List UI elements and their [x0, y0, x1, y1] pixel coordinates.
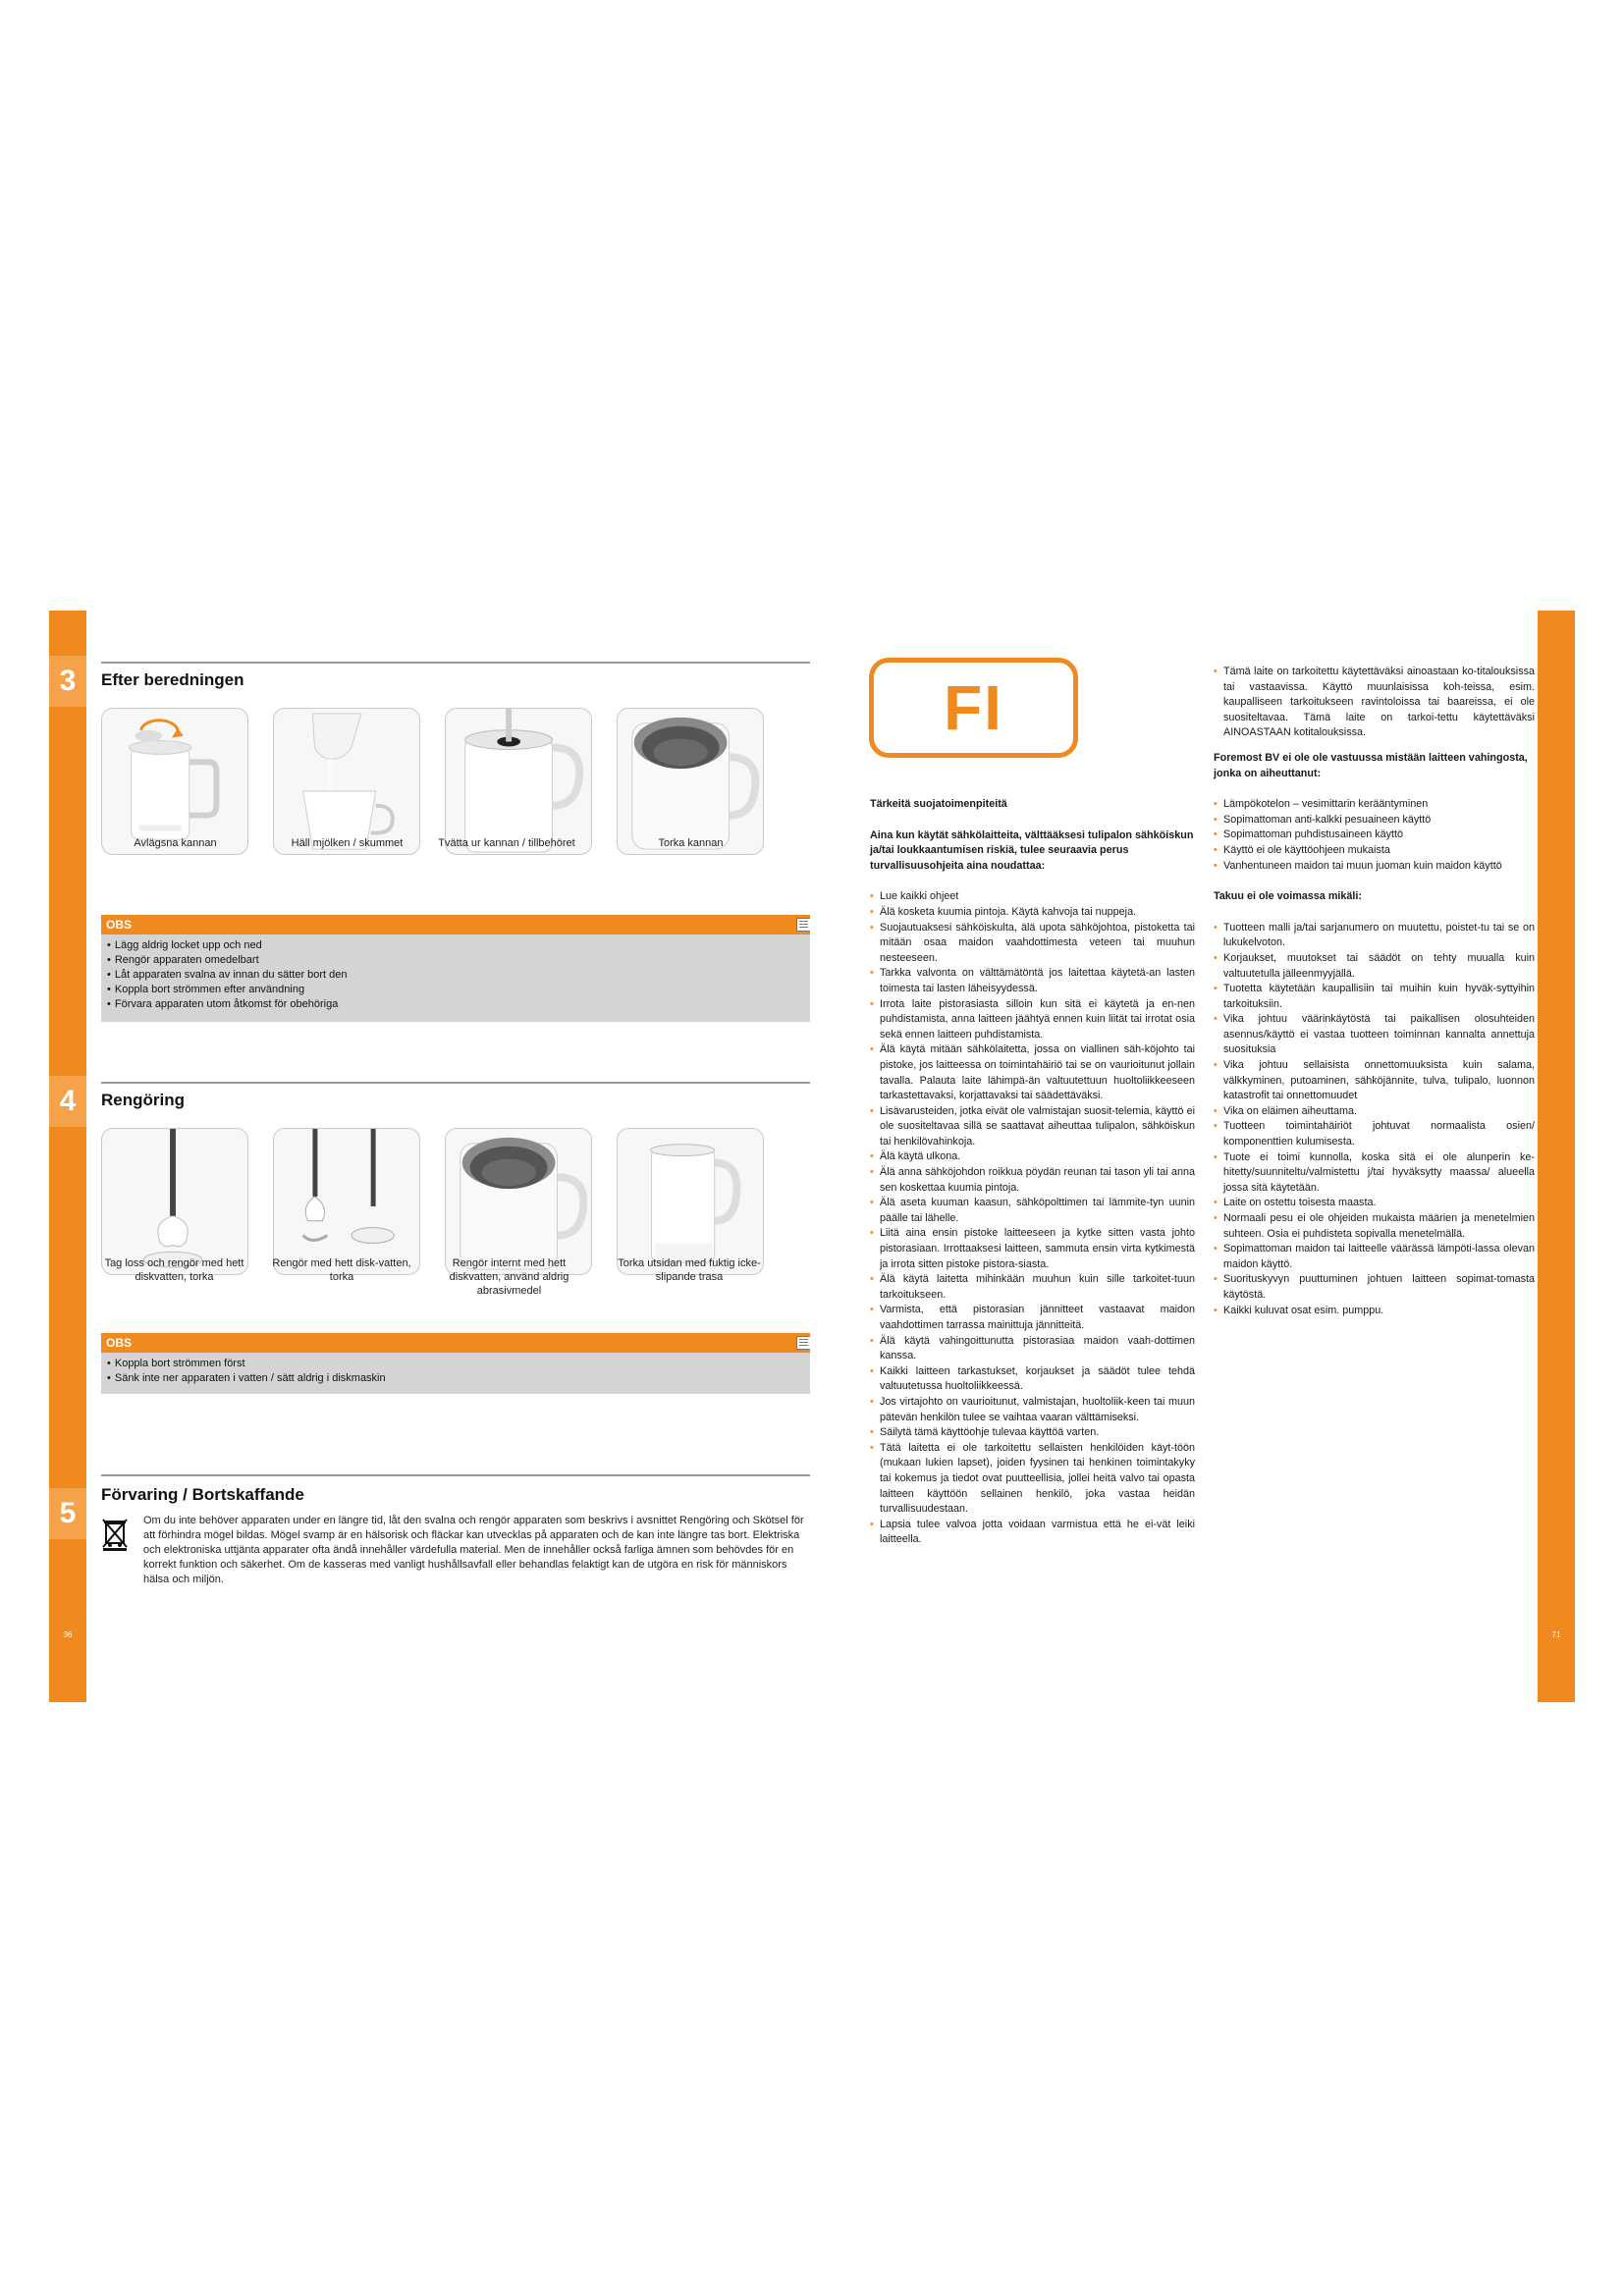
obs-header — [101, 1333, 815, 1353]
safety-item: • Älä käytä ulkona. — [870, 1149, 1195, 1165]
pour-milk-image — [273, 708, 420, 855]
section-title: Efter beredningen — [101, 670, 244, 689]
safety-item: • Älä anna sähköjohdon roikkua pöydän reunan tai tason yli tai anna sen koskettaa kuumia pintoja. — [870, 1165, 1195, 1196]
obs-item: • Låt apparaten svalna av innan du sätter bort den — [107, 968, 809, 983]
right-page — [810, 611, 1575, 1702]
safety-intro: Aina kun käytät sähkölaitteita, välttääksesi tulipalon sähköiskun ja/tai loukkaantumisen riskiä, tulee seuraavia perus turvallisuusohjeita aina noudattaa: — [870, 828, 1194, 872]
obs-box — [101, 915, 815, 1022]
household-item: • Tämä laite on tarkoitettu käytettäväksi ainoastaan ko-titalouksissa tai vastaavissa. Käyttö muunlaisissa koh-teissa, esim. kaupalliseen tarkoitukseen ravintoloissa tai baareissa, ei ole suositeltavaa. Tämä laite on tarkoi-tettu käytettäväksi AINOASTAAN kotitalouksissa. — [1214, 665, 1535, 741]
whisk-parts-image — [273, 1128, 420, 1275]
obs-list — [101, 1353, 815, 1392]
warranty-item: • Tuote ei toimi kunnolla, koska sitä ei ole alunperin ke-hitetty/suunniteltu/valmistettu j/tai hyväksytty maassa/ alueella jossa sitä käytetään. — [1214, 1150, 1535, 1197]
left-page — [49, 611, 810, 1702]
section-number-5: 5 — [59, 1497, 77, 1529]
safety-item: • Älä kosketa kuumia pintoja. Käytä kahvoja tai nuppeja. — [870, 905, 1195, 921]
right-side-bar — [1538, 611, 1575, 1702]
obs-item: • Lägg aldrig locket upp och ned — [107, 938, 809, 953]
obs-header — [101, 915, 815, 934]
obs-box — [101, 1333, 815, 1394]
section-number-3: 3 — [59, 665, 77, 697]
warranty-item: • Vika on eläimen aiheuttama. — [1214, 1104, 1535, 1120]
caption: Rengör med hett disk-vatten, torka — [272, 1257, 411, 1283]
safety-item: • Tarkka valvonta on välttämätöntä jos laitettaa käytetä-an lasten toimesta tai lasten läheisyydessä. — [870, 966, 1195, 996]
obs-item: • Koppla bort strömmen först — [107, 1357, 809, 1371]
obs-item: • Koppla bort strömmen efter användning — [107, 983, 809, 997]
warranty-list — [1214, 921, 1535, 1318]
section-cleaning — [101, 1082, 815, 1474]
safety-item: • Säilytä tämä käyttöohje tulevaa käyttöä varten. — [870, 1425, 1195, 1441]
responsibility-item: • Vanhentuneen maidon tai muun juoman kuin maidon käyttö — [1214, 859, 1535, 875]
safety-item: • Tätä laitetta ei ole tarkoitettu sellaisten henkilöiden käyt-töön (mukaan lukien lapset), joiden fyysinen tai henkinen toimintakyky tai kokemus ja tiedot ovat puutteellisia, jollei heitä valvo tai opasta laitteen käyttöön sellainen henkilö, joka vastaa heidän turvallisuudestaan. — [870, 1441, 1195, 1518]
warranty-item: • Korjaukset, muutokset tai säädöt on tehty muualla kuin valtuutetulla jälleenmyyjällä. — [1214, 951, 1535, 982]
warranty-item: • Laite on ostettu toisesta maasta. — [1214, 1196, 1535, 1211]
note-icon — [796, 918, 811, 932]
language-badge — [869, 658, 1078, 758]
responsibility-item: • Sopimattoman anti-kalkki pesuaineen käyttö — [1214, 813, 1535, 828]
jug-exterior-image — [617, 1128, 764, 1275]
warranty-item: • Suorituskyvyn puuttuminen johtuen laitteen sopimat-tomasta käytöstä. — [1214, 1272, 1535, 1303]
safety-column-1 — [870, 797, 1195, 1548]
responsibility-item: • Lämpökotelon – vesimittarin kerääntyminen — [1214, 797, 1535, 813]
language-code: FI — [944, 672, 1003, 743]
obs-item: • Sänk inte ner apparaten i vatten / sätt aldrig i diskmaskin — [107, 1371, 809, 1386]
household-list — [1214, 665, 1535, 741]
responsibility-heading: Foremost BV ei ole ole vastuussa mistään laitteen vahingosta, jonka on aiheuttanut: — [1214, 751, 1528, 779]
section-title: Förvaring / Bortskaffande — [101, 1485, 304, 1504]
obs-label: OBS — [106, 918, 133, 932]
responsibility-item: • Sopimattoman puhdistusaineen käyttö — [1214, 828, 1535, 843]
safety-item: • Älä käytä laitetta mihinkään muuhun kuin sille tarkoitet-tuun tarkoitukseen. — [870, 1272, 1195, 1303]
warranty-heading: Takuu ei ole voimassa mikäli: — [1214, 890, 1363, 903]
caption: Torka kannan — [658, 837, 724, 849]
safety-item: • Älä käytä mitään sähkölaitetta, jossa on viallinen säh-köjohto tai pistoke, jos laitteessa on toimintahäiriö tai se on vaurioitunut jollain tavalla. Palauta laite lähimpä-än valtuutettuun huoltoliikkeeseen tarkastettavaksi, korjattavaksi tai säädettäväksi. — [870, 1042, 1195, 1103]
obs-label: OBS — [106, 1336, 133, 1350]
section-title: Rengöring — [101, 1091, 185, 1109]
safety-item: • Lapsia tulee valvoa jotta voidaan varmistua että he ei-vät leiki laitteella. — [870, 1518, 1195, 1548]
caption: Avlägsna kannan — [134, 837, 217, 849]
jug-interior-image — [445, 1128, 592, 1275]
warranty-item: • Vika johtuu väärinkäytöstä tai paikallisen olosuhteiden asennus/käyttö ei vastaa tuotteen toiminnan kannalta annettuja suosituksia — [1214, 1012, 1535, 1058]
page-number-right: 71 — [1551, 1630, 1561, 1639]
safety-item: • Suojautuaksesi sähköiskulta, älä upota sähköjohtoa, pistoketta tai mitään osaa maidon vaahdottimesta veteen tai muuhun nesteeseen. — [870, 921, 1195, 967]
safety-item: • Varmista, että pistorasian jännitteet vastaavat maidon vaahdottimen tarrassa mainittuja jännitteitä. — [870, 1303, 1195, 1333]
safety-column-2 — [1214, 665, 1535, 1318]
warranty-item: • Tuotteen malli ja/tai sarjanumero on muutettu, poistet-tu tai se on lukukelvoton. — [1214, 921, 1535, 951]
warranty-item: • Tuotetta käytetään kaupallisiin tai muihin kuin hyväk-syttyihin tarkoituksiin. — [1214, 982, 1535, 1012]
note-icon — [796, 1336, 811, 1350]
remove-jug-image — [101, 708, 248, 855]
obs-list — [101, 934, 815, 1018]
safety-item: • Älä aseta kuuman kaasun, sähköpolttimen tai lämmite-tyn uunin päälle tai lähelle. — [870, 1196, 1195, 1226]
obs-item: • Förvara apparaten utom åtkomst för obehöriga — [107, 997, 809, 1012]
weee-bin-icon — [101, 1518, 129, 1551]
disposal-text: Om du inte behöver apparaten under en längre tid, låt den svalna och rengör apparaten som beskrivs i avsnittet Rengöring och Skötsel för att förhindra mögel bildas. Mögel svamp är en hälsorisk och fläckar kan utvecklas på apparaten och de kan inte längre tas bort. Elektriska och elektroniska uttjänta apparater ofta ändå innehåller värdefulla material. Men de innehåller också farliga ämnen som behövdes för en korrekt funktion och säkerhet. Om de kasseras med vanligt hushållsavfall eller behandlas felaktigt kan de utgöra en risk för människors hälsa och miljön. — [143, 1515, 804, 1585]
page-number-left: 36 — [63, 1630, 73, 1639]
warranty-item: • Normaali pesu ei ole ohjeiden mukaista määrien ja menetelmien suhteen. Osia ei puhdisteta sopivalla menetelmällä. — [1214, 1211, 1535, 1242]
caption-row — [101, 1256, 815, 1304]
safety-heading: Tärkeitä suojatoimenpiteitä — [870, 798, 1007, 810]
section-storage-disposal — [101, 1474, 815, 1612]
safety-item: • Lisävarusteiden, jotka eivät ole valmistajan suosit-telemia, käyttö ei ole suositeltavaa sillä se saattavat aiheuttaa tulipalon, sähköiskun tai henkilövahinkoja. — [870, 1104, 1195, 1150]
safety-item: • Liitä aina ensin pistoke laitteeseen ja kytke sitten vasta johto pistorasiaan. Irrottaaksesi laitteen, sammuta ensin virta kytkimestä ja irrota sitten pistoke pistora-siasta. — [870, 1226, 1195, 1272]
safety-item: • Kaikki laitteen tarkastukset, korjaukset ja säädöt tulee tehdä valtuutetussa huoltoliikkeessä. — [870, 1364, 1195, 1395]
safety-list — [870, 889, 1195, 1548]
warranty-item: • Sopimattoman maidon tai laitteelle väärässä lämpöti-lassa olevan maidon käyttö. — [1214, 1242, 1535, 1272]
caption-row — [101, 836, 815, 883]
responsibility-item: • Käyttö ei ole käyttöohjeen mukaista — [1214, 843, 1535, 859]
responsibility-list — [1214, 797, 1535, 874]
caption: Häll mjölken / skummet — [291, 837, 404, 849]
section-after-preparation — [101, 662, 815, 1035]
warranty-item: • Vika johtuu sellaisista onnettomuuksista kuin salama, välkkyminen, putoaminen, sähköjännite, tulva, tulipalo, luonnon katastrofit tai onnettomuudet — [1214, 1058, 1535, 1104]
left-side-bar — [49, 611, 86, 1702]
section-number-4: 4 — [59, 1085, 77, 1117]
dry-jug-image — [617, 708, 764, 855]
caption: Torka utsidan med fuktig icke-slipande trasa — [618, 1257, 761, 1283]
caption: Tvätta ur kannan / tillbehöret — [438, 837, 575, 849]
safety-item: • Irrota laite pistorasiasta silloin kun sitä ei käytetä ja en-nen puhdistamista, anna laitteen jäähtyä ennen kuin liität tai irrotat osia sekä ennen laitteen puhdistamista. — [870, 997, 1195, 1043]
caption: Rengör internt med hett diskvatten, använd aldrig abrasivmedel — [449, 1257, 569, 1297]
whisk-image — [101, 1128, 248, 1275]
wash-jug-image — [445, 708, 592, 855]
caption: Tag loss och rengör med hett diskvatten, torka — [104, 1257, 244, 1283]
safety-item: • Lue kaikki ohjeet — [870, 889, 1195, 905]
warranty-item: • Kaikki kuluvat osat esim. pumppu. — [1214, 1304, 1535, 1319]
warranty-item: • Tuotteen toimintahäiriöt johtuvat normaalista osien/ komponenttien kulumisesta. — [1214, 1119, 1535, 1149]
safety-item: • Älä käytä vahingoittunutta pistorasiaa maidon vaah-dottimen kanssa. — [870, 1334, 1195, 1364]
safety-item: • Jos virtajohto on vaurioitunut, valmistajan, huoltoliik-keen tai muun pätevän henkilön tulee se vaihtaa vaaran välttämiseksi. — [870, 1395, 1195, 1425]
obs-item: • Rengör apparaten omedelbart — [107, 953, 809, 968]
